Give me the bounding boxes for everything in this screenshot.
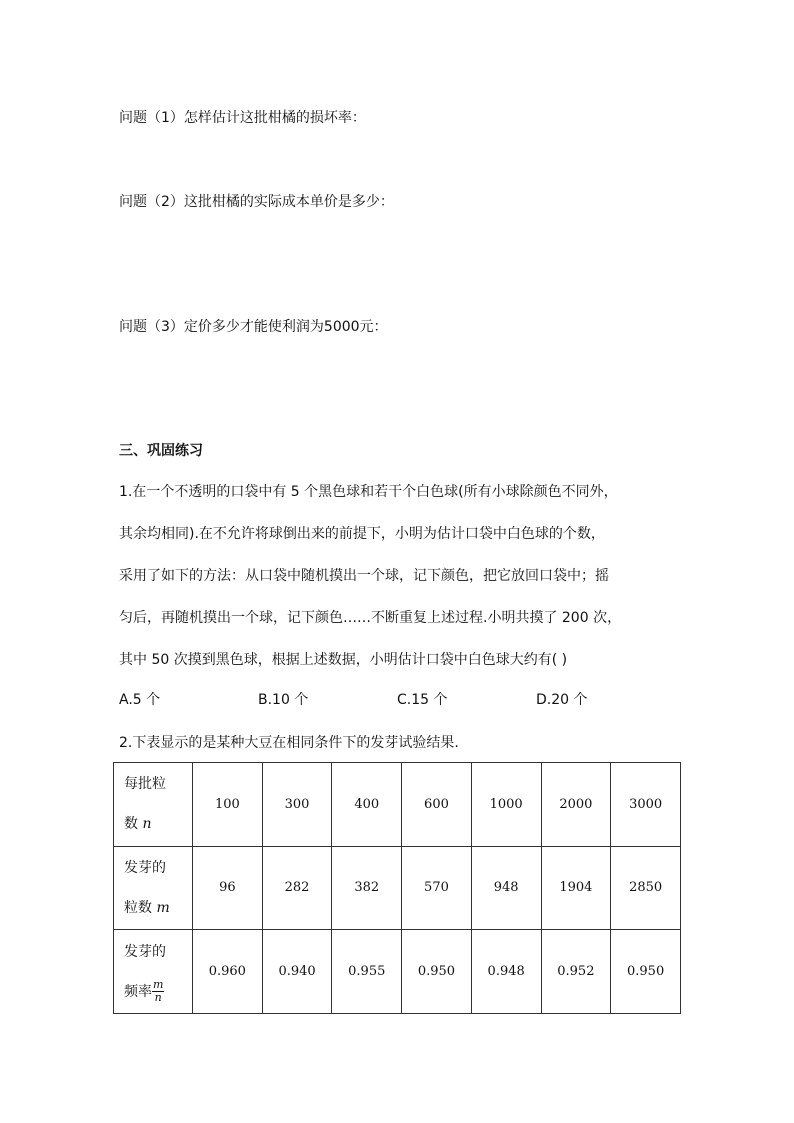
option-d: D.20 个 — [536, 692, 588, 708]
option-c: C.15 个 — [397, 692, 448, 708]
table-cell: 1000 — [471, 763, 541, 847]
row-header-germinated-count: 发芽的 粒数 m — [114, 846, 193, 930]
table-row — [114, 846, 681, 930]
table-cell: 300 — [262, 763, 332, 847]
table-cell: 100 — [193, 763, 263, 847]
table-cell: 96 — [193, 846, 263, 930]
table-cell: 0.950 — [402, 930, 472, 1014]
table-row — [114, 930, 681, 1014]
table-cell: 0.952 — [541, 930, 611, 1014]
fraction-m-over-n: $\frac{m}{n}$ — [153, 978, 164, 1005]
row-header-germination-rate: 发芽的 频率 $\frac{m}{n}$ — [114, 930, 193, 1014]
problem-1-line-2: 其余均相同).在不允许将球倒出来的前提下，小明为估计口袋中白色球的个数， — [119, 526, 605, 542]
table-cell: 282 — [262, 846, 332, 930]
problem-1-line-5: 其中 50 次摸到黑色球，根据上述数据，小明估计口袋中白色球大约有( ) — [119, 652, 568, 668]
table-cell: 0.940 — [262, 930, 332, 1014]
question-2: 问题（2）这批柑橘的实际成本单价是多少： — [119, 194, 394, 210]
problem-2-intro: 2.下表显示的是某种大豆在相同条件下的发芽试验结果. — [119, 735, 459, 751]
table-cell: 2000 — [541, 763, 611, 847]
table-cell: 600 — [402, 763, 472, 847]
table-cell: 1904 — [541, 846, 611, 930]
table-cell: 382 — [332, 846, 402, 930]
germination-table — [113, 762, 681, 1014]
table-cell: 0.960 — [193, 930, 263, 1014]
question-3: 问题（3）定价多少才能使利润为5000元： — [119, 319, 388, 335]
option-b: B.10 个 — [258, 692, 309, 708]
table-cell: 0.950 — [611, 930, 681, 1014]
table-row — [114, 763, 681, 847]
row-header-batch-size: 每批粒 数 n — [114, 763, 193, 847]
section-title: 三、巩固练习 — [119, 443, 203, 459]
problem-1-line-4: 匀后，再随机摸出一个球，记下颜色……不断重复上述过程.小明共摸了 200 次， — [119, 610, 622, 626]
table-cell: 0.948 — [471, 930, 541, 1014]
table-cell: 400 — [332, 763, 402, 847]
problem-1-line-1: 1.在一个不透明的口袋中有 5 个黑色球和若干个白色球(所有小球除颜色不同外， — [119, 484, 618, 500]
table-cell: 2850 — [611, 846, 681, 930]
table-cell: 948 — [471, 846, 541, 930]
table-cell: 570 — [402, 846, 472, 930]
table-cell: 0.955 — [332, 930, 402, 1014]
table-cell: 3000 — [611, 763, 681, 847]
question-1: 问题（1）怎样估计这批柑橘的损坏率： — [119, 110, 366, 126]
option-a: A.5 个 — [119, 692, 161, 708]
problem-1-line-3: 采用了如下的方法：从口袋中随机摸出一个球，记下颜色，把它放回口袋中；摇 — [119, 568, 609, 584]
